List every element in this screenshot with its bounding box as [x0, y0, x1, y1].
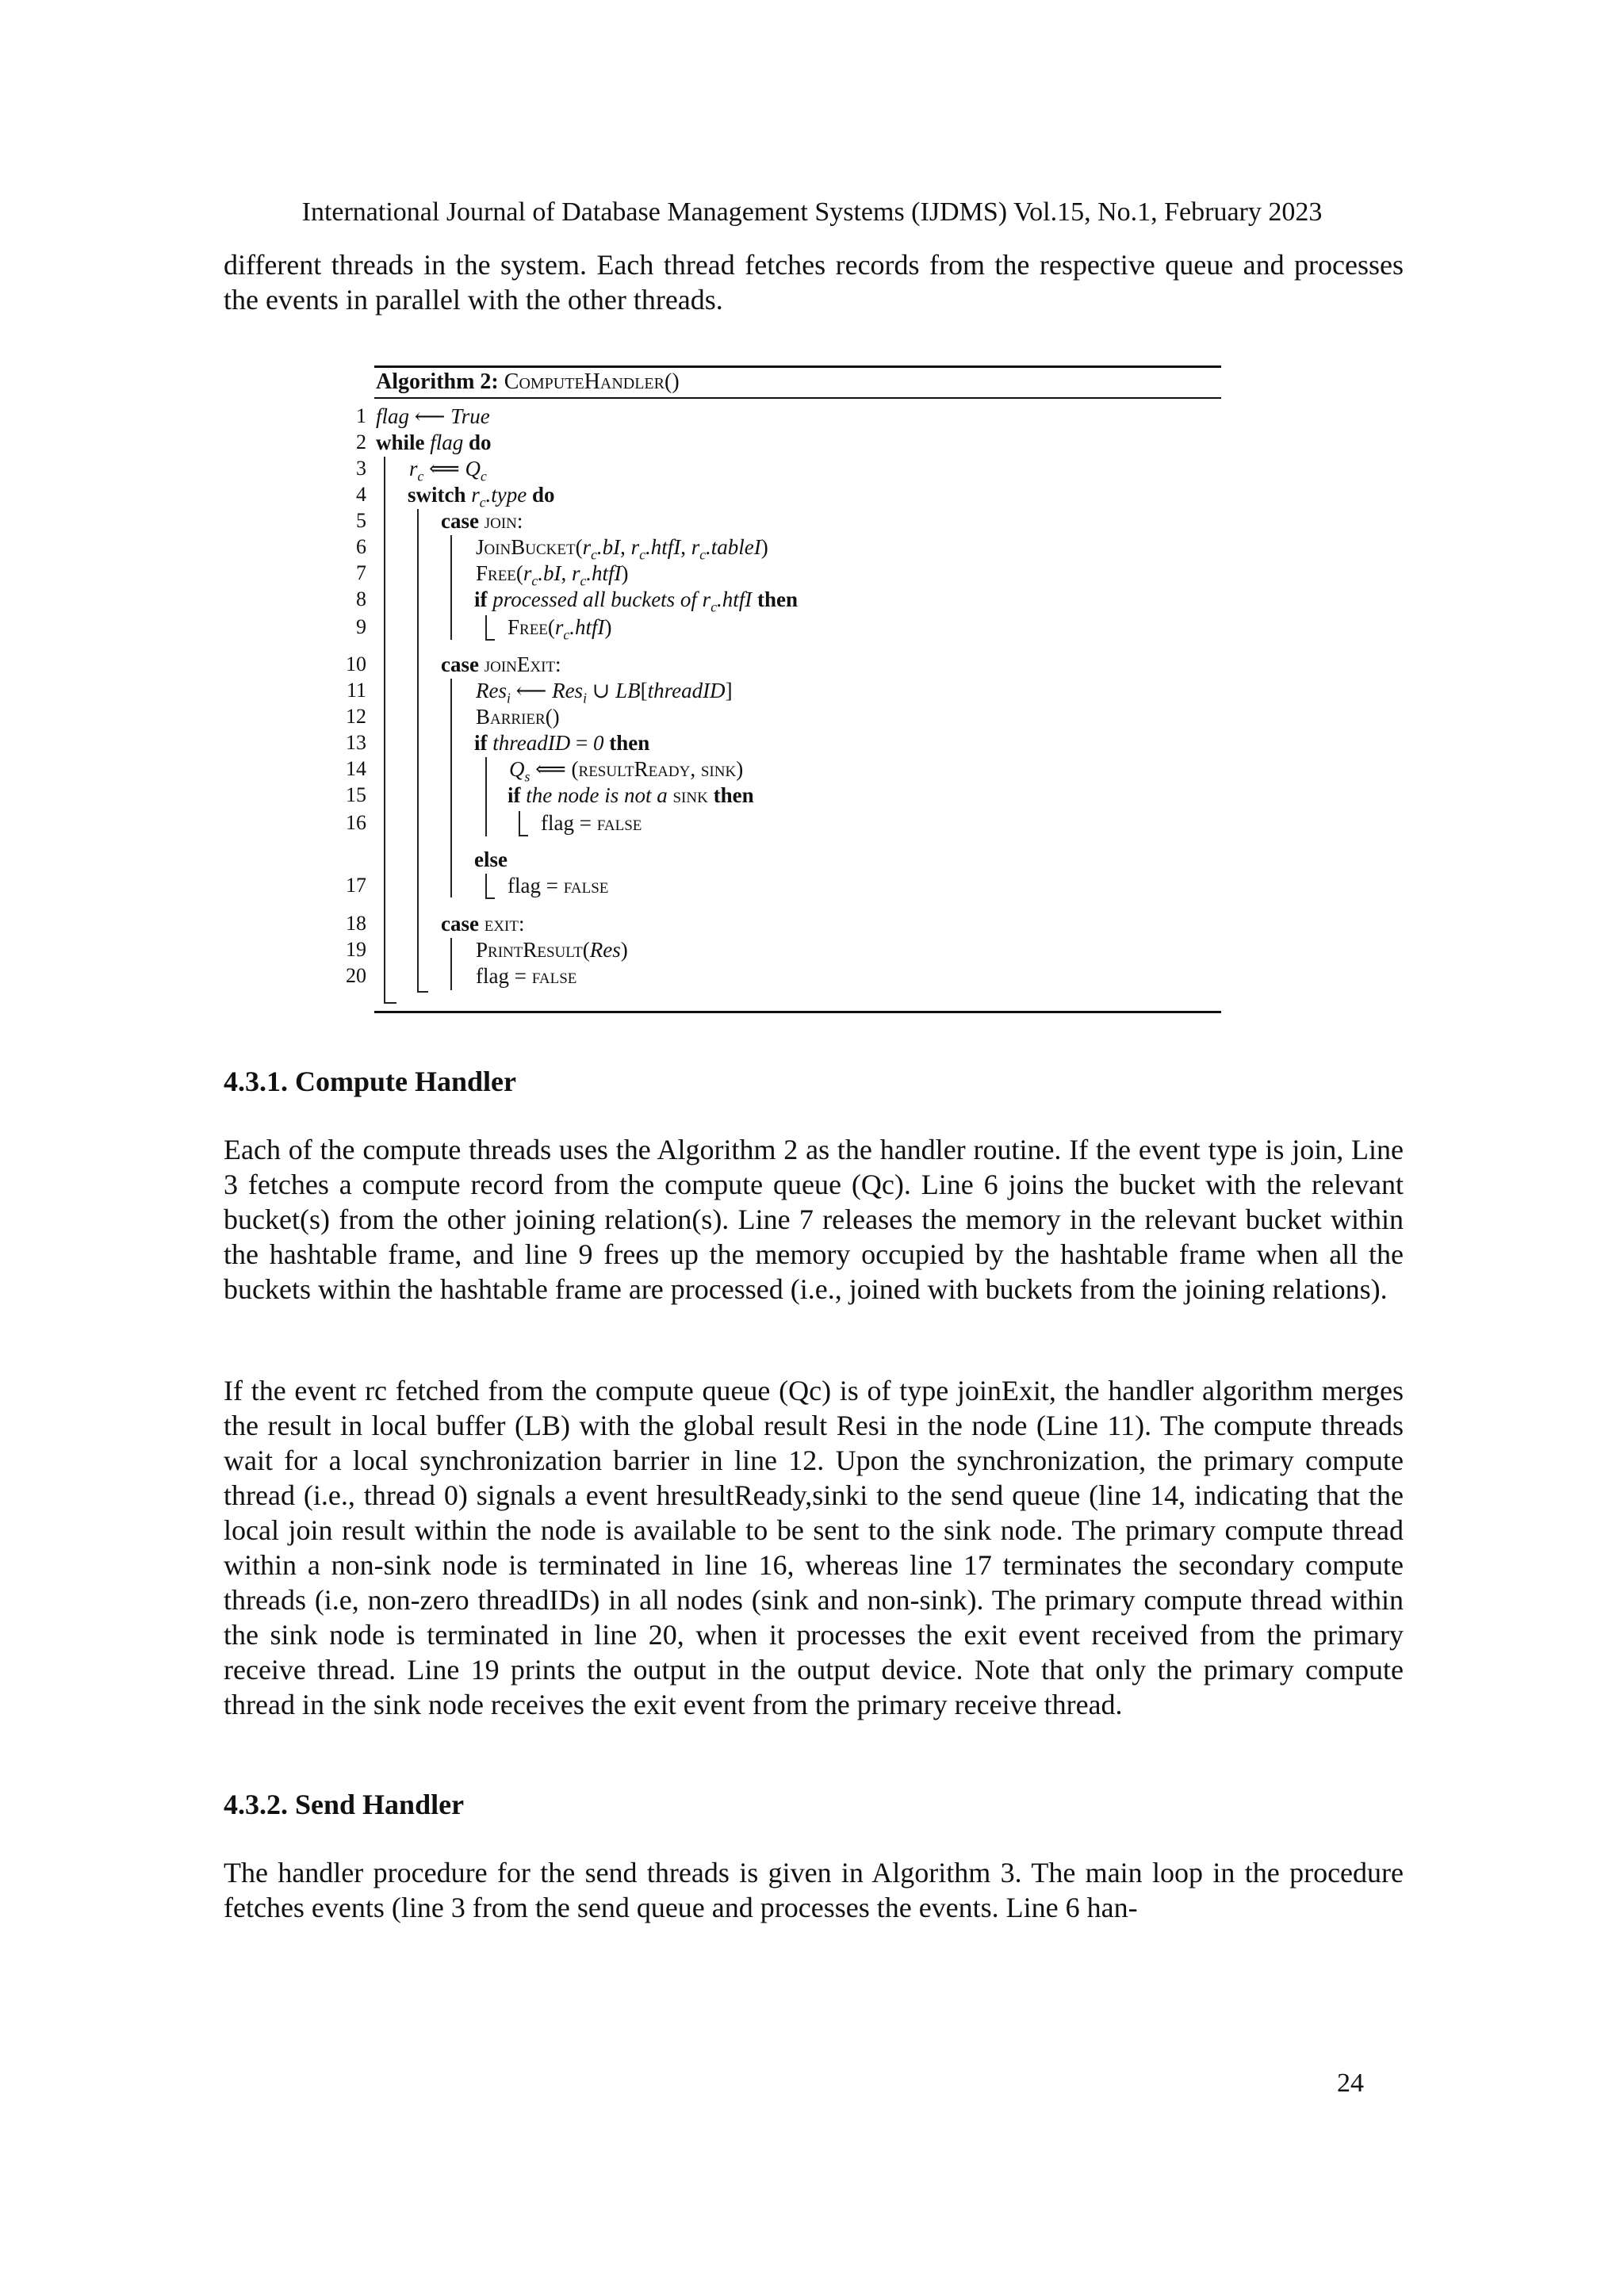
paragraph-compute-2: If the event rc fetched from the compute queue (Qc) is of type joinExit, the handler algorithm merges the result in local buffer (LB) with the global result Resi in the node (Line 11). The compute threads wait for a local synchronization barrier in line 12. Upon the synchronization, the primary compute thread (i.e., thread 0) signals a event hresultReady,sinki to the send queue (line 14, indicating that the local join result within the node is available to be sent to the sink node. The primary compute thread within a non-sink node is terminated in line 16, whereas line 17 terminates the secondary compute threads (i.e, non-zero threadIDs) in all nodes (sink and non-sink). The primary compute thread within the sink node is terminated in line 20, when it processes the exit event received from the primary receive thread. Line 19 prints the output in the output device. Note that only the primary compute thread in the sink node receives the exit event from the primary receive thread. [224, 1375, 1404, 1720]
line-number: 19 [346, 938, 366, 961]
algorithm-top-rule [374, 365, 1221, 368]
code-line-10: case joinExit: [441, 652, 561, 676]
line-number: 17 [346, 874, 366, 897]
if-thread-bar [485, 757, 487, 836]
code-line-4: switch $r_c.type$ do [408, 483, 555, 511]
line-number: 9 [356, 615, 366, 638]
page-number: 24 [1337, 2068, 1364, 2098]
code-line-else: else [474, 848, 508, 871]
case-joinexit-bar [450, 679, 452, 897]
code-line-3: $r_c$ ⟸ $Q_c$ [409, 457, 487, 484]
line-number: 6 [356, 535, 366, 558]
line-number: 1 [356, 404, 366, 427]
case-join-bar [450, 535, 452, 640]
code-line-11: Res$_i$ ⟵ Res$_i$ ∪ LB[threadID] [476, 679, 733, 706]
line-number: 15 [346, 783, 366, 806]
code-line-20: flag = false [476, 964, 577, 988]
while-block-bar [384, 457, 385, 1004]
case-exit-bar [450, 938, 452, 990]
line-number: 11 [346, 679, 366, 702]
if-bucket-end [485, 639, 495, 641]
code-line-5: case join: [441, 509, 523, 533]
intro-paragraph: different threads in the system. Each thread fetches records from the respective queue and processes the events in parallel with the other threads. [224, 249, 1404, 316]
line-number: 20 [346, 964, 366, 987]
algorithm-title-rule [374, 397, 1221, 399]
line-number: 10 [346, 652, 366, 675]
if-bucket-bar [485, 615, 487, 641]
if-sink-bar [519, 811, 520, 836]
line-number: 16 [346, 811, 366, 834]
section-heading-compute-handler: 4.3.1. Compute Handler [224, 1066, 516, 1097]
code-line-8: if processed all buckets of $r_c.htfI$ then [474, 587, 798, 615]
while-block-end [384, 1002, 396, 1004]
switch-block-end [417, 991, 428, 993]
line-number: 13 [346, 731, 366, 754]
line-number: 8 [356, 587, 366, 610]
code-line-15: if the node is not a sink then [508, 783, 754, 807]
algorithm-name: ComputeHandler() [504, 369, 680, 394]
else-end [485, 897, 495, 899]
line-number: 3 [356, 457, 366, 480]
line-number: 7 [356, 561, 366, 584]
code-line-1: flag ⟵ True [376, 404, 490, 428]
else-bar [485, 874, 487, 899]
if-sink-end [519, 835, 528, 836]
code-line-6: $JoinBucket(r_c.bI$, $r_c.htfI$, $r_c.tableI$) [476, 535, 768, 563]
line-number: 2 [356, 430, 366, 453]
code-line-19: PrintResult(Res) [476, 938, 628, 962]
algorithm-bottom-rule [374, 1011, 1221, 1013]
code-line-9: $Free(r_c.htfI)$ [508, 615, 612, 643]
code-line-13: if threadID = 0 then [474, 731, 650, 755]
code-line-18: case exit: [441, 912, 525, 936]
algorithm-label: Algorithm 2: [376, 369, 499, 394]
code-line-14: $Q_s$ ⟸ (resultReady, sink) [509, 757, 744, 785]
algorithm-title [376, 369, 680, 396]
switch-block-bar [417, 509, 419, 993]
section-heading-send-handler: 4.3.2. Send Handler [224, 1789, 465, 1820]
line-number: 4 [356, 483, 366, 506]
line-number: 14 [346, 757, 366, 780]
paragraph-compute-1: Each of the compute threads uses the Algorithm 2 as the handler routine. If the event type is join, Line 3 fetches a compute record from the compute queue (Qc). Line 6 joins the bucket with the relevant bucket(s) from the other joining relation(s). Line 7 releases the memory in the relevant bucket within the hashtable frame, and line 9 frees up the memory occupied by the hashtable frame when all the buckets within the hashtable frame are processed (i.e., joined with buckets from the joining relations). [224, 1134, 1404, 1305]
code-line-17: flag = false [508, 874, 609, 897]
journal-header: International Journal of Database Management Systems (IJDMS) Vol.15, No.1, February 2023 [301, 197, 1323, 227]
line-number: 12 [346, 705, 366, 728]
code-line-7: $Free(r_c.bI$, $r_c.htfI$) [476, 561, 629, 589]
code-line-16: flag = false [541, 811, 642, 835]
paragraph-send-1: The handler procedure for the send threads is given in Algorithm 3. The main loop in the procedure fetches events (line 3 from the send queue and processes the events. Line 6 han- [224, 1857, 1404, 1923]
line-number: 18 [346, 912, 366, 935]
code-line-2: while flag do [376, 430, 492, 454]
code-line-12: Barrier() [476, 705, 560, 729]
line-number: 5 [356, 509, 366, 532]
